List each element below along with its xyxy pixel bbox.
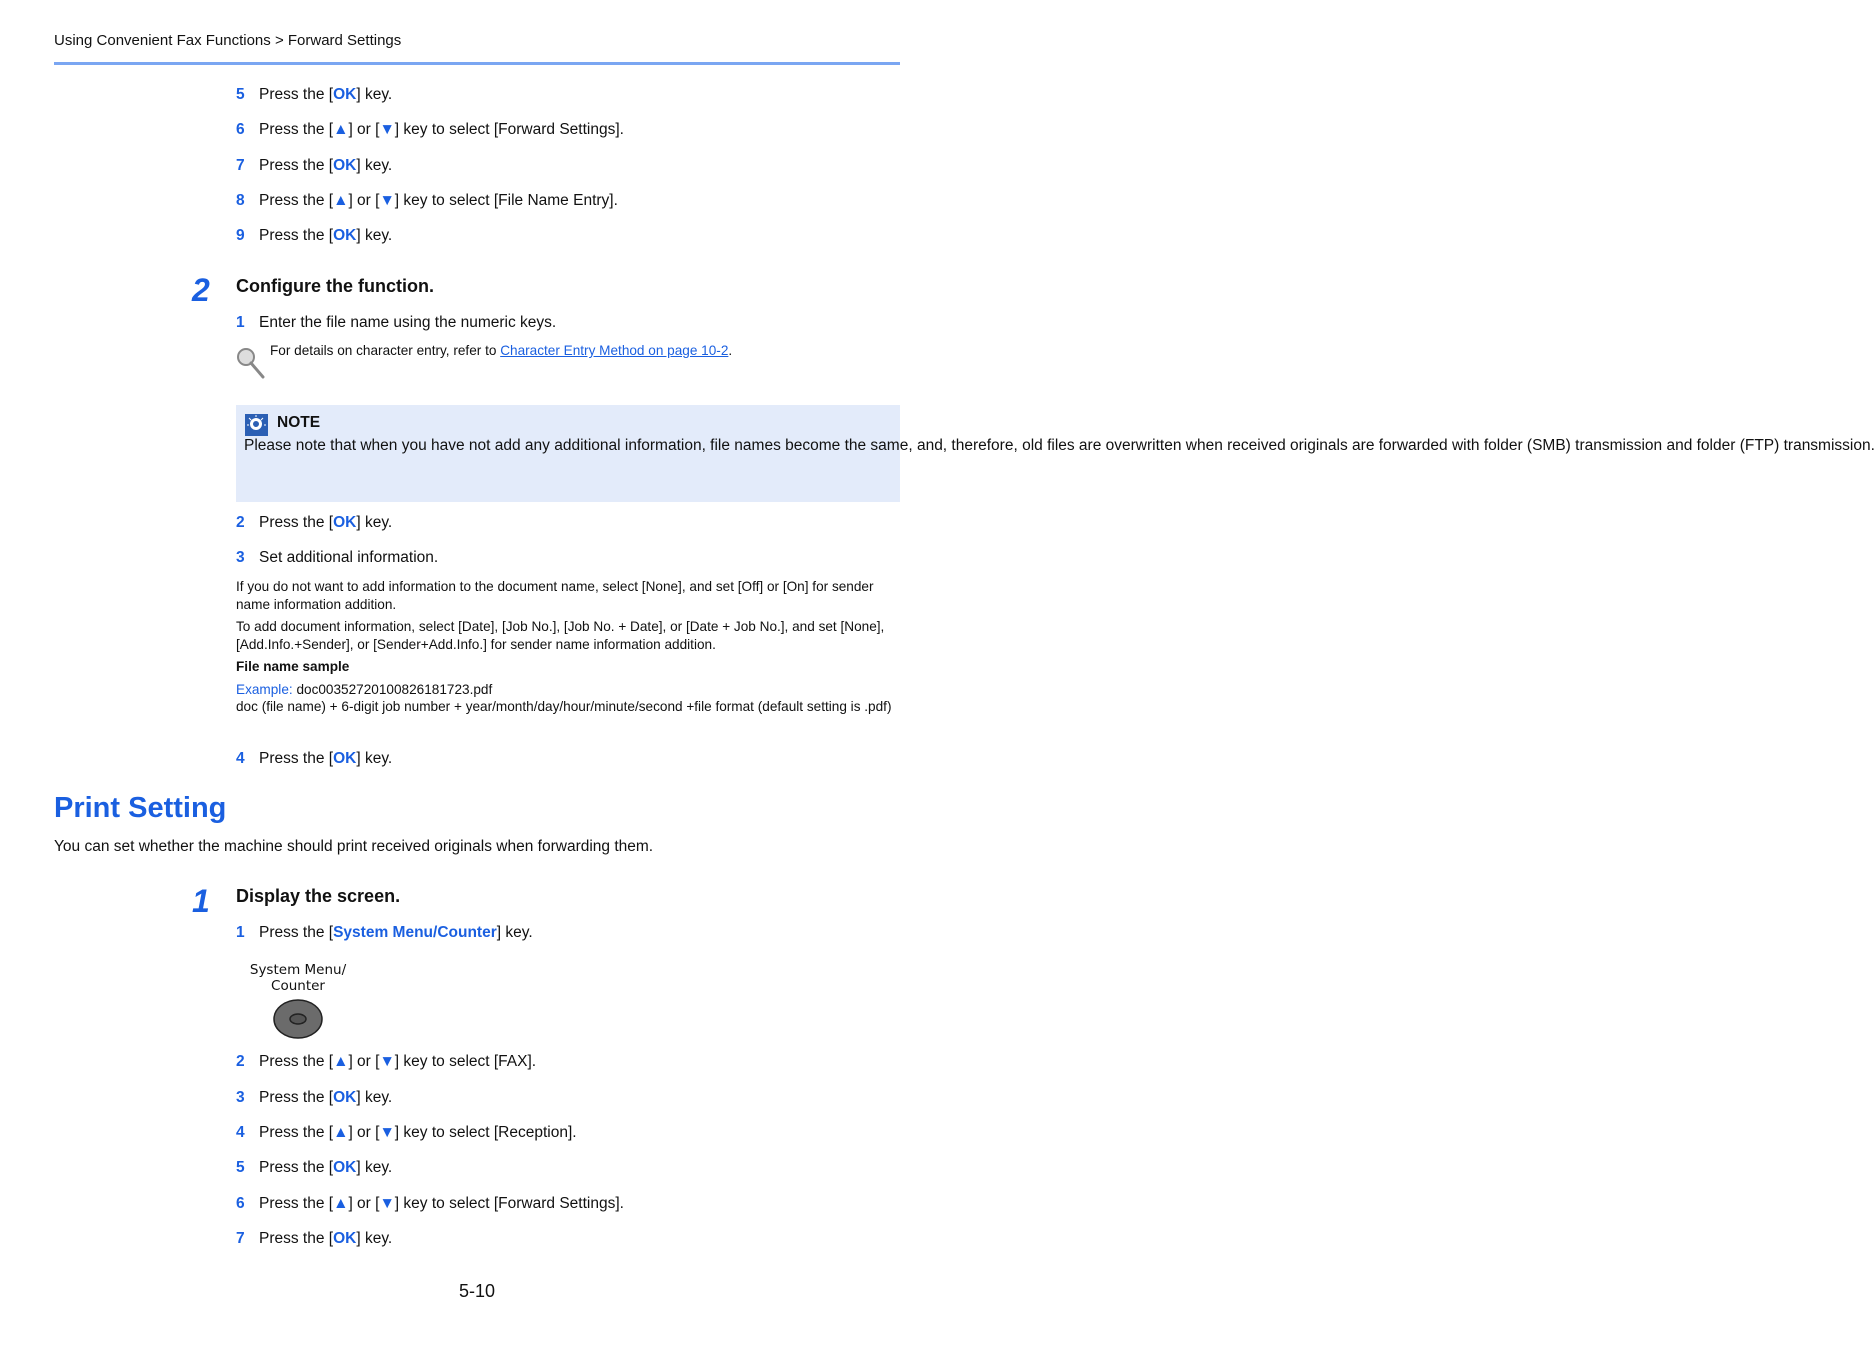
substep-text: ] key. — [356, 1230, 393, 1247]
down-arrow-icon: ▼ — [379, 1124, 395, 1141]
section-title: Print Setting — [54, 792, 227, 824]
substep-text: ] key to select [FAX]. — [394, 1053, 537, 1070]
substep-text: ] key. — [356, 1089, 393, 1106]
key-name: OK — [333, 750, 357, 767]
substep-text: ] key to select [File Name Entry]. — [394, 192, 618, 209]
substep-number: 6 — [236, 121, 245, 138]
example-description: doc (file name) + 6-digit job number + year/month/day/hour/minute/second +file format (default setting is .pdf) — [236, 699, 892, 714]
substep-text: ] key. — [356, 750, 393, 767]
substep-number: 5 — [236, 86, 245, 103]
substep — [236, 1052, 536, 1072]
key-name: OK — [333, 1230, 357, 1247]
substep — [236, 1229, 392, 1249]
substep-number: 3 — [236, 549, 245, 566]
up-arrow-icon: ▲ — [333, 192, 349, 209]
substep-text: ] or [ — [348, 121, 380, 138]
substep-number: 2 — [236, 1053, 245, 1070]
substep-text: Press the [ — [259, 227, 334, 244]
substep-number: 4 — [236, 750, 245, 767]
sample-heading: File name sample — [236, 659, 350, 674]
substep-number: 1 — [236, 924, 245, 941]
substep-number: 8 — [236, 192, 245, 209]
down-arrow-icon: ▼ — [379, 1195, 395, 1212]
substep-text: Press the [ — [259, 514, 334, 531]
note-box — [236, 405, 1875, 502]
substep — [236, 1123, 577, 1143]
substep-text: ] or [ — [348, 192, 380, 209]
substep-text: ] or [ — [348, 1053, 380, 1070]
substep-text: Enter the file name using the numeric keys. — [259, 314, 557, 331]
key-name: OK — [333, 157, 357, 174]
down-arrow-icon: ▼ — [379, 192, 395, 209]
substep-text: ] key. — [356, 157, 393, 174]
substep — [236, 548, 438, 568]
substep-text: Press the [ — [259, 1230, 334, 1247]
substep-text: Press the [ — [259, 157, 334, 174]
character-entry-link[interactable]: Character Entry Method on page 10-2 — [500, 343, 729, 358]
substep — [236, 1158, 392, 1178]
up-arrow-icon: ▲ — [333, 1124, 349, 1141]
note-lightbulb-icon — [245, 414, 268, 436]
substep — [236, 85, 392, 105]
substep — [236, 120, 624, 140]
substep-text: ] key. — [356, 227, 393, 244]
paragraph-add-info: To add document information, select [Date], [Job No.], [Job No. + Date], or [Date + Job No.], and set [None], [Add.Info.+Sender], or [Sender+Add.Info.] for sender name information addition. — [236, 619, 885, 652]
substep-text: Press the [ — [259, 1089, 334, 1106]
step-number-large: 1 — [192, 883, 210, 919]
substep-number: 1 — [236, 314, 245, 331]
substep — [236, 156, 392, 176]
header-divider — [54, 62, 900, 65]
reference-prefix: For details on character entry, refer to — [270, 343, 501, 358]
step-heading: Display the screen. — [236, 886, 401, 906]
down-arrow-icon: ▼ — [379, 121, 395, 138]
step-number-large: 2 — [192, 272, 210, 308]
substep-number: 4 — [236, 1124, 245, 1141]
substep — [236, 513, 392, 533]
substep-text: Press the [ — [259, 121, 334, 138]
example-label: Example: — [236, 682, 293, 697]
note-body: Please note that when you have not add any additional information, file names become the same, and, therefore, old files are overwritten when received originals are forwarded with folder (SMB) transmission and folder (FTP) transmission. — [244, 437, 1875, 454]
substep-text: Press the [ — [259, 1159, 334, 1176]
page-number: 5-10 — [458, 1281, 496, 1301]
magnifier-icon — [236, 347, 266, 381]
substep-text: ] key. — [356, 86, 393, 103]
up-arrow-icon: ▲ — [333, 121, 349, 138]
substep-text: Press the [ — [259, 86, 334, 103]
substep-text: ] key. — [356, 514, 393, 531]
reference-text — [270, 343, 732, 358]
substep-number: 3 — [236, 1089, 245, 1106]
substep-text: ] or [ — [348, 1195, 380, 1212]
substep-text: ] key. — [356, 1159, 393, 1176]
paragraph-none: If you do not want to add information to the document name, select [None], and set [Off] or [On] for sender name information addition. — [236, 579, 874, 612]
key-name: OK — [333, 514, 357, 531]
key-name: OK — [333, 86, 357, 103]
up-arrow-icon: ▲ — [333, 1053, 349, 1070]
substep-number: 5 — [236, 1159, 245, 1176]
substep — [236, 313, 556, 333]
up-arrow-icon: ▲ — [333, 1195, 349, 1212]
substep-number: 2 — [236, 514, 245, 531]
section-description: You can set whether the machine should print received originals when forwarding them. — [54, 838, 654, 855]
note-title: NOTE — [277, 414, 321, 431]
example-value: doc00352720100826181723.pdf — [292, 682, 493, 697]
substep-text: ] key to select [Forward Settings]. — [394, 121, 624, 138]
substep-number: 6 — [236, 1195, 245, 1212]
substep-number: 7 — [236, 1230, 245, 1247]
substep-text: ] key to select [Forward Settings]. — [394, 1195, 624, 1212]
substep-number: 7 — [236, 157, 245, 174]
substep-text: ] key to select [Reception]. — [394, 1124, 577, 1141]
key-label: System Menu/ Counter — [249, 962, 347, 994]
reference-end: . — [728, 343, 733, 358]
key-name: OK — [333, 227, 357, 244]
step-heading: Configure the function. — [236, 276, 434, 296]
substep — [236, 191, 618, 211]
substep-number: 9 — [236, 227, 245, 244]
substep-text: ] key. — [496, 924, 533, 941]
substep-text: Set additional information. — [259, 549, 439, 566]
substep-text: Press the [ — [259, 750, 334, 767]
system-menu-key-icon[interactable] — [273, 999, 323, 1039]
substep-text: Press the [ — [259, 1195, 334, 1212]
breadcrumb: Using Convenient Fax Functions > Forward Settings — [54, 32, 402, 49]
example-line — [236, 681, 492, 699]
key-name: OK — [333, 1159, 357, 1176]
key-name: OK — [333, 1089, 357, 1106]
substep — [236, 749, 392, 769]
substep — [236, 923, 533, 943]
substep-text: ] or [ — [348, 1124, 380, 1141]
substep — [236, 1088, 392, 1108]
down-arrow-icon: ▼ — [379, 1053, 395, 1070]
substep-text: Press the [ — [259, 1124, 334, 1141]
substep-text: Press the [ — [259, 1053, 334, 1070]
key-name: System Menu/Counter — [333, 924, 497, 941]
substep-text: Press the [ — [259, 192, 334, 209]
substep — [236, 1194, 624, 1214]
substep-text: Press the [ — [259, 924, 334, 941]
substep — [236, 226, 392, 246]
